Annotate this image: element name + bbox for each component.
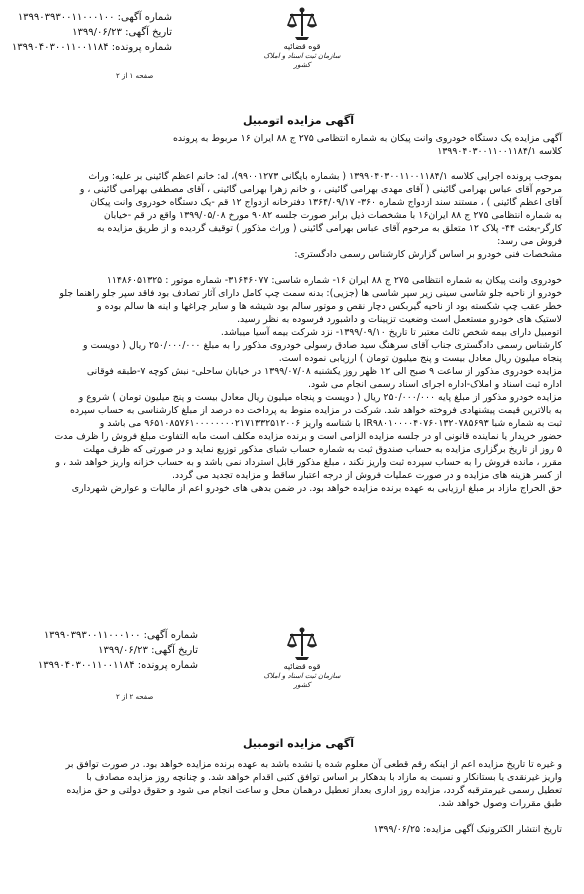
notice-date: تاریخ آگهی: ۱۳۹۹/۰۶/۲۳ [98, 645, 198, 656]
body-line: خودرو از ناحیه جلو شاسی سینی زیر سپر شاسی ها (جزیی): بدنه سمت چپ کامل دارای آثار تصادف بود فاقد سپر جلو راهنما جلو [59, 288, 562, 299]
body-line: تعطیل رسمی غیرمترقبه گردد، مزایده روز اداری بعداز تعطیل درهمان محل و ساعت انجام می شود و حقوق دولتی و حق مزایده [66, 785, 562, 796]
body-line: لاستیک های خودرو مستعمل است وضعیت تزیینات و داشبورد فرسوده به نظر رسید. [237, 314, 562, 325]
body-line: مقرر ، مانده فروش را به حساب سپرده ثبت واریز نکند ، مبلغ مذکور قابل استرداد نمی باشد و به حساب خزانه واریز خواهد شد ، و [55, 457, 562, 468]
page-indicator: صفحه ۲ از ۲ [116, 693, 154, 701]
body-line: و غیره تا تاریخ مزایده اعم از اینکه رقم قطعی آن معلوم شده یا نشده باشد به عهده برنده مزایده خواهد بود. در صورت توافق بر [65, 759, 562, 770]
scales-emblem-icon [285, 6, 319, 42]
notice-intro [28, 132, 562, 158]
notice-date: تاریخ آگهی: ۱۳۹۹/۰۶/۲۳ [72, 27, 172, 38]
notice-body [28, 758, 562, 836]
page-indicator: صفحه ۱ از ۲ [116, 72, 154, 80]
file-number: شماره پرونده: ۱۳۹۹۰۴۰۳۰۰۱۱۰۰۱۱۸۴ [11, 42, 172, 53]
body-line: به بالاترین قیمت پیشنهادی فروخته خواهد شد. شرکت در مزایده منوط به پرداخت ده درصد از مبلغ کارشناسی به حساب سپرده [70, 405, 562, 416]
body-line: بموجب پرونده اجرایی کلاسه ۱۳۹۹۰۴۰۳۰۰۱۱۰۰۱۱۸۴/۱ ( بشماره بایگانی ۹۹۰۰۱۲۷۳)، له: خانم اعظم گائینی بر علیه: وراث [88, 171, 562, 182]
publish-date: تاریخ انتشار الکترونیک آگهی مزایده: ۱۳۹۹/۰۶/۲۵ [373, 824, 562, 835]
judiciary-logo [262, 6, 342, 70]
notice-body [28, 170, 562, 495]
notice-title: آگهی مزایده اتومبیل [242, 114, 354, 127]
body-line: فروش می رسد: [497, 236, 562, 247]
body-line: حق الحراج مازاد بر مبلغ ارزیابی به عهده برنده مزایده خواهد بود. در ضمن بدهی های خودرو اعم از مالیات و عوارض شهرداری [71, 483, 562, 494]
notice-number: شماره آگهی: ۱۳۹۹۰۳۹۳۰۰۱۱۰۰۰۱۰۰ [17, 12, 172, 23]
body-line: اداره ثبت اسناد و املاک-اداره اجرای اسناد رسمی انجام می شود. [308, 379, 562, 390]
judiciary-logo [262, 626, 342, 690]
notice-title: آگهی مزایده اتومبیل [242, 737, 354, 750]
logo-line-registry: سازمان ثبت اسناد و املاک کشور [263, 672, 341, 689]
body-line: به شماره انتظامی ۲۷۵ ج ۸۸ ایران۱۶ با مشخصات ذیل برابر صورت جلسه ۹۰۸۲ مورخ ۱۳۹۹/۰۵/۰۸ واقع در قم -خیابان [103, 210, 562, 221]
notice-meta-block [38, 628, 198, 673]
scales-emblem-icon [285, 626, 319, 662]
body-line: مشخصات فنی خودرو بر اساس گزارش کارشناس رسمی دادگستری: [294, 249, 562, 260]
intro-line: آگهی مزایده یک دستگاه خودروی وانت پیکان به شماره انتظامی ۲۷۵ ج ۸۸ ایران ۱۶ مربوط به پرونده [173, 133, 562, 144]
intro-line: کلاسه ۱۳۹۹۰۴۰۳۰۰۱۱۰۰۱۱۸۴/۱ [437, 146, 562, 157]
logo-line-judiciary: قوه قضائیه [283, 42, 321, 51]
body-line: پنجاه میلیون ریال معادل بیست و پنج میلیون تومان ) ارزیابی نموده است. [278, 353, 562, 364]
body-line: کارشناس رسمی دادگستری جناب آقای سرهنگ سید صادق رسولی خودروی مذکور را به مبلغ ۲۵۰/۰۰۰/۰۰۰ ریال ( دویست و [83, 340, 562, 351]
notice-meta-block [12, 10, 172, 55]
body-line: طبق مقررات وصول خواهد شد. [438, 798, 562, 809]
body-line: آقای اعظم گائینی ) ، مستند سند ازدواج شماره ۳۶۰- ۱۳۶۴/۰۹/۱۷ دفترخانه ازدواج ۱۲ قم -یک دستگاه خودروی وانت پیکان [90, 197, 562, 208]
body-line [28, 261, 562, 274]
body-line: اتومبیل دارای بیمه شخص ثالث معتبر تا تاریخ ۱۳۹۹/۰۹/۱۰- نزد شرکت بیمه آسیا میباشد. [220, 327, 562, 338]
body-line: مزایده خودروی مذکور از ساعت ۹ صبح الی ۱۲ ظهر روز یکشنبه ۱۳۹۹/۰۷/۰۸ در خیابان ساحلی- نبش کوچه ۷-طبقه فوقانی [86, 366, 562, 377]
logo-line-registry: سازمان ثبت اسناد و املاک کشور [263, 52, 341, 69]
logo-line-judiciary: قوه قضائیه [283, 662, 321, 671]
body-line: ۵ روز از تاریخ برگزاری مزایده به حساب صندوق ثبت به شماره حساب شبای مذکور توزیع نماید و در صورتی که ظرف مهلت [83, 444, 562, 455]
file-number: شماره پرونده: ۱۳۹۹۰۴۰۳۰۰۱۱۰۰۱۱۸۴ [37, 660, 198, 671]
body-line: کارگر-بعثت ۴۴- پلاک ۱۲ متعلق به مرحوم آقای عباس بهرامی گائینی ( وراث مذکور ) توقیف گردیده و از طریق مزایده به [96, 223, 562, 234]
body-line [28, 810, 562, 823]
body-line: مزایده خودرو مذکور از مبلغ پایه ۲۵۰/۰۰۰/۰۰۰ ریال ( دویست و پنجاه میلیون ریال معادل بیست و پنج میلیون تومان ) شروع و [78, 392, 562, 403]
notice-number: شماره آگهی: ۱۳۹۹۰۳۹۳۰۰۱۱۰۰۰۱۰۰ [43, 630, 198, 641]
body-line: خودروی وانت پیکان به شماره انتظامی ۲۷۵ ج ۸۸ ایران ۱۶- شماره شاسی: ۳۱۶۴۶۰۷۷- شماره موتور : ۱۱۴۸۶۰۵۱۳۲۵ [106, 275, 562, 286]
body-line: ثبت به شماره شبا IR۹۸۰۱۰۰۰۰۴۰۷۶۰۱۳۲۰۷۸۵۶۹۳ با شناسه واریز ۹۶۵۱۰۸۵۷۶۱۰۰۰۰۰۰۰۰۲۱۷۱۳۳۲۵۱۲۰۰۶ می باشد و [99, 418, 562, 429]
body-line: واریز غیرنقدی یا بستانکار و نسبت به مازاد با بدهکار بر اساس توافق کتبی اقدام خواهد شد. و چنانچه روز مزایده مصادف با [86, 772, 562, 783]
body-line: حضور خریدار یا نماینده قانونی او در جلسه مزایده الزامی است و برنده مزایده مکلف است مابه التفاوت مبلغ فروش را ظرف مدت [54, 431, 562, 442]
body-line: مرحوم آقای عباس بهرامی گائینی ( آقای مهدی بهرامی گائینی ، و خانم زهرا بهرامی گائینی ، آقای مصطفی بهرامی گائینی ، و [79, 184, 562, 195]
body-line: خطر عقب چپ شکسته بود از ناحیه گیربکس دچار نقص و موتور سالم بود شیشه ها و سایر چراغها و اینه ها سالم بوده و [97, 301, 562, 312]
body-line: از کسر هزینه های مزایده و در صورت عملیات فروش از درجه اعتبار ساقط و مزایده تجدید می گردد. [171, 470, 562, 481]
